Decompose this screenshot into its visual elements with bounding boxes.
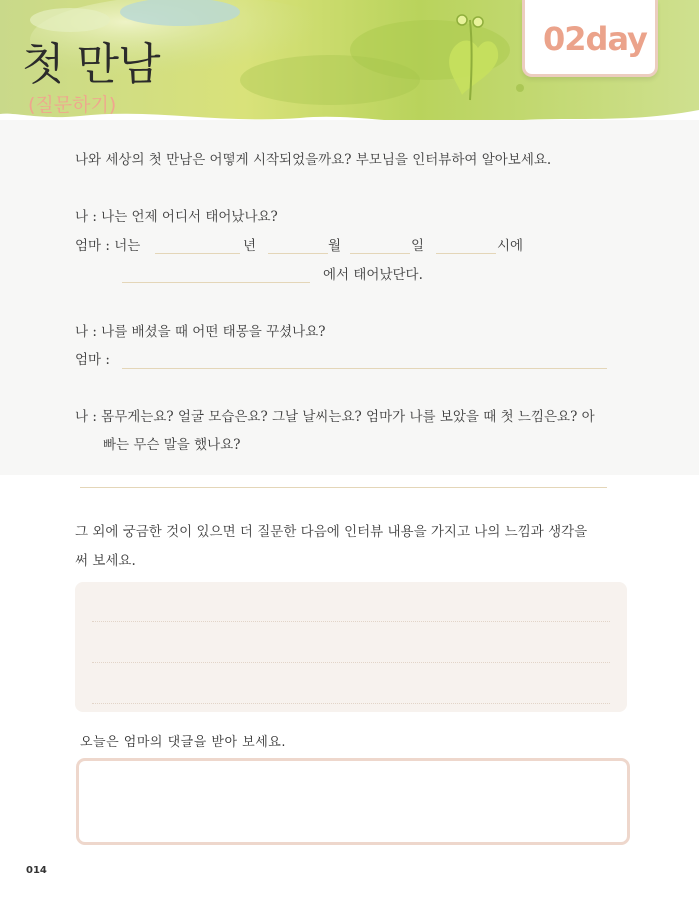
writing-line [92,703,610,704]
year-label: 년 [243,238,257,254]
month-label: 월 [328,238,342,254]
q2-answer-prefix: 엄마 : [75,352,110,368]
q3-question-line2: 빠는 무슨 말을 했나요? [103,437,241,453]
hour-input-line[interactable] [436,253,496,254]
q3-input-line[interactable] [80,487,607,488]
q1-answer-prefix: 엄마 : 너는 [75,238,141,254]
extra-instruction-line2: 써 보세요. [75,553,136,569]
dream-input-line[interactable] [122,368,607,369]
q2-question: 나 : 나를 배셨을 때 어떤 태몽을 꾸셨나요? [75,324,326,340]
hour-label: 시에 [497,238,524,254]
comment-label: 오늘은 엄마의 댓글을 받아 보세요. [80,735,286,750]
writing-line [92,621,610,622]
intro-text: 나와 세상의 첫 만남은 어떻게 시작되었을까요? 부모님을 인터뷰하여 알아보세요. [75,152,552,168]
day-tag-label: 02day [543,20,647,58]
day-input-line[interactable] [350,253,410,254]
day-tag [522,0,658,77]
extra-instruction-line1: 그 외에 궁금한 것이 있으면 더 질문한 다음에 인터뷰 내용을 가지고 나의 느낌과 생각을 [75,524,588,540]
q3-question-line1: 나 : 몸무게는요? 얼굴 모습은요? 그날 날씨는요? 엄마가 나를 보았을 때 첫 느낌은요? 아 [75,409,595,425]
page-subtitle: (질문하기) [28,94,117,116]
month-input-line[interactable] [268,253,328,254]
header-illustration [0,0,699,135]
writing-box[interactable] [75,582,627,712]
writing-line [92,662,610,663]
day-label: 일 [411,238,425,254]
page-number: 014 [26,865,47,876]
year-input-line[interactable] [155,253,240,254]
comment-box[interactable] [76,758,630,845]
page-title: 첫 만남 [22,39,160,90]
place-suffix: 에서 태어났단다. [323,267,423,283]
place-input-line[interactable] [122,282,310,283]
q1-question: 나 : 나는 언제 어디서 태어났나요? [75,209,278,225]
